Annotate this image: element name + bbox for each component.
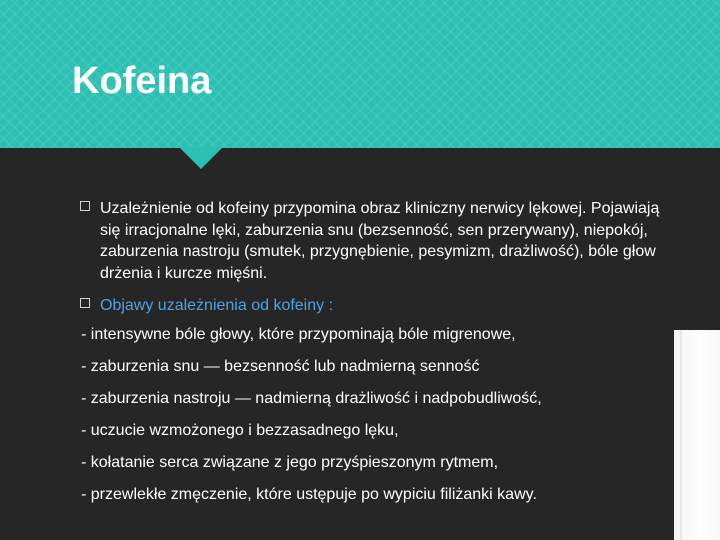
bullet-1-line: zaburzenia nastroju (smutek, przygnębienie, pesymizm, drażliwość), bóle głow	[100, 243, 656, 260]
slide-title: Kofeina	[72, 60, 212, 102]
bullet-1-line: się irracjonalne lęki, zaburzenia snu (bezsenność, sen przerywany), niepokój,	[100, 221, 648, 239]
bullet-1-line: drżenia i kurcze mięśni.	[100, 264, 268, 282]
bullet-1-line: Uzależnienie od kofeiny przypomina obraz kliniczny nerwicy lękowej. Pojawiają	[100, 200, 660, 217]
bullet-2	[80, 295, 720, 317]
symptom-item: - przewlekłe zmęczenie, które ustępuje po wypiciu filiżanki kawy.	[81, 486, 537, 503]
symptom-item: - intensywne bóle głowy, które przypominają bóle migrenowe,	[81, 326, 516, 343]
bullet-box-icon	[80, 298, 90, 308]
symptom-item: - zaburzenia nastroju — nadmierną drażliwość i nadpobudliwość,	[81, 390, 542, 407]
bullet-box-icon	[80, 201, 90, 211]
symptom-item: - zaburzenia snu — bezsenność lub nadmierną senność	[81, 358, 480, 375]
bullet-1-text	[100, 198, 720, 284]
photo-edge	[674, 330, 720, 540]
bullet-1	[80, 198, 720, 284]
symptom-item: - kołatanie serca związane z jego przyśpieszonym rytmem,	[81, 454, 499, 471]
bullet-2-text: Objawy uzależnienia od kofeiny :	[100, 297, 334, 314]
symptom-item: - uczucie wzmożonego i bezzasadnego lęku,	[81, 422, 399, 439]
header-notch	[179, 147, 223, 169]
